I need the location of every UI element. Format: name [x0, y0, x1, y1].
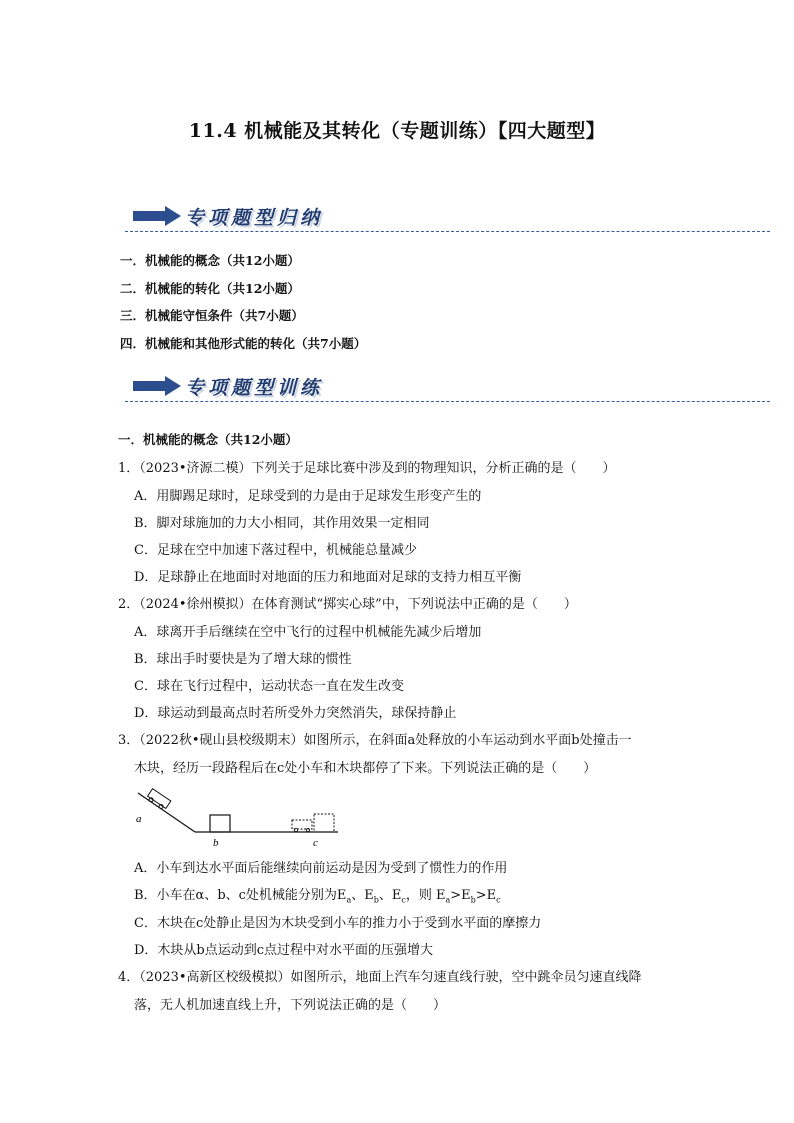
- block-c-dashed: [314, 814, 334, 832]
- training-banner-text: 专项题型训练: [185, 377, 324, 399]
- topic-item: 二．机械能的转化（共12小题）: [120, 280, 300, 296]
- arrow-right-icon: [133, 206, 181, 226]
- summary-banner: [125, 200, 770, 234]
- question-stem-cont: 落，无人机加速直线上升，下列说法正确的是（ ）: [134, 998, 447, 1013]
- option-b: B．脚对球施加的力大小相同，其作用效果一定相同: [134, 516, 430, 531]
- option-c: C．足球在空中加速下落过程中，机械能总量减少: [134, 543, 417, 558]
- incline-cart-figure: [135, 785, 345, 850]
- option-b: B．小车在α、b、c处机械能分别为$E_a$、$E_b$、$E_c$，则 $E_a>E_b>E_c$: [134, 888, 501, 905]
- option-d: D．球运动到最高点时若所受外力突然消失，球保持静止: [134, 706, 457, 721]
- arrow-right-icon: [133, 376, 181, 396]
- option-c: C．木块在c处静止是因为木块受到小车的推力小于受到水平面的摩擦力: [134, 916, 542, 931]
- topic-item: 一．机械能的概念（共12小题）: [120, 253, 300, 268]
- option-d: D．木块从b点运动到c点过程中对水平面的压强增大: [134, 943, 434, 958]
- option-a: A．球离开手后继续在空中飞行的过程中机械能先减少后增加: [134, 625, 482, 640]
- training-banner: [125, 370, 770, 404]
- label-c: c: [313, 837, 318, 849]
- option-a: A．小车到达水平面后能继续向前运动是因为受到了惯性力的作用: [134, 861, 508, 876]
- option-d: D．足球静止在地面时对地面的压力和地面对足球的支持力相互平衡: [134, 570, 522, 585]
- topic-item: 三．机械能守恒条件（共7小题）: [120, 308, 304, 323]
- label-a: a: [136, 813, 142, 825]
- page-title: 11.4 机械能及其转化（专题训练）【四大题型】: [188, 120, 606, 142]
- section-heading: 一．机械能的概念（共12小题）: [118, 432, 298, 447]
- divider: [125, 231, 770, 232]
- question-stem: 2．（2024•徐州模拟）在体育测试“掷实心球”中，下列说法中正确的是（ ）: [118, 597, 577, 612]
- question-stem: 3．（2022秋•砚山县校级期末）如图所示，在斜面a处释放的小车运动到水平面b处撞击一: [118, 733, 632, 748]
- topic-item: 四．机械能和其他形式能的转化（共7小题）: [120, 335, 367, 351]
- option-b: B．球出手时要快是为了增大球的惯性: [134, 652, 352, 667]
- option-c: C．球在飞行过程中，运动状态一直在发生改变: [134, 679, 404, 694]
- label-b: b: [213, 837, 219, 849]
- topic-list: [120, 251, 366, 361]
- cart-c-dashed: [292, 820, 312, 829]
- question-stem-cont: 木块，经历一段路程后在c处小车和木块都停了下来。下列说法正确的是（ ）: [134, 761, 597, 776]
- question-stem: 4．（2023•高新区校级模拟）如图所示，地面上汽车匀速直线行驶，空中跳伞员匀速直线降: [118, 970, 642, 985]
- option-a: A．用脚踢足球时，足球受到的力是由于足球发生形变产生的: [134, 489, 482, 504]
- summary-banner-text: 专项题型归纳: [185, 207, 324, 229]
- block-b: [210, 815, 230, 832]
- question-stem: 1．（2023•济源二模）下列关于足球比赛中涉及到的物理知识，分析正确的是（ ）: [118, 461, 616, 476]
- divider: [125, 401, 770, 402]
